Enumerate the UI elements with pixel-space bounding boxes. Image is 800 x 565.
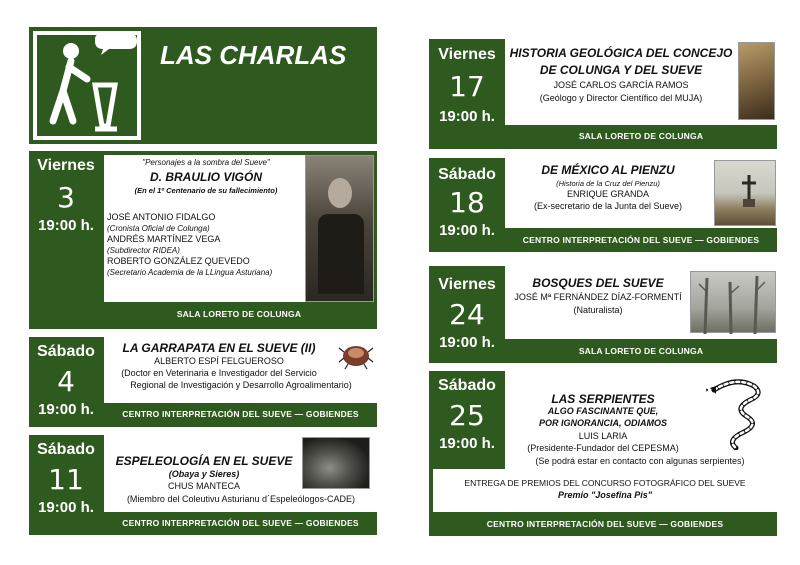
event-title: BOSQUES DEL SUEVE xyxy=(532,276,664,290)
event-venue: SALA LORETO DE COLUNGA xyxy=(578,131,704,141)
speaker-role: (Doctor en Veterinaria e Investigador del Servicio xyxy=(121,368,317,378)
speaker-name: ANDRÉS MARTÍNEZ VEGA xyxy=(107,234,221,244)
event-subtitle: ALGO FASCINANTE QUE, xyxy=(547,406,659,416)
speaker-name: JOSÉ Mª FERNÁNDEZ DÍAZ-FORMENTÍ xyxy=(514,292,682,302)
event-venue: SALA LORETO DE COLUNGA xyxy=(176,309,302,319)
event-day-number: 17 xyxy=(449,70,485,103)
event-time: 19:00 h. xyxy=(439,222,495,239)
speaker-name: JOSÉ ANTONIO FIDALGO xyxy=(107,212,216,222)
event-date xyxy=(30,441,102,516)
event-day-number: 25 xyxy=(449,399,485,432)
event-title: D. BRAULIO VIGÓN xyxy=(149,170,262,184)
event-day-number: 24 xyxy=(449,298,485,331)
event-date xyxy=(30,343,102,418)
event-day: Sábado xyxy=(37,441,95,458)
event-title: ESPELEOLOGÍA EN EL SUEVE xyxy=(115,454,293,468)
event-day-number: 18 xyxy=(449,186,485,219)
event-day: Sábado xyxy=(438,377,496,394)
event-title: LAS SERPIENTES xyxy=(551,392,655,406)
portrait-photo xyxy=(305,155,374,302)
rock-photo xyxy=(738,42,775,120)
page-title: LAS CHARLAS xyxy=(160,40,347,70)
event-date xyxy=(30,157,102,234)
event-time: 19:00 h. xyxy=(38,217,94,234)
event-venue: CENTRO INTERPRETACIÓN DEL SUEVE — GOBIENDES xyxy=(522,235,760,245)
event-time: 19:00 h. xyxy=(439,108,495,125)
speaker-role: (Subdirector RIDEA) xyxy=(107,246,180,255)
award-announcement: ENTREGA DE PREMIOS DEL CONCURSO FOTOGRÁFICO DEL SUEVE xyxy=(464,478,746,488)
speaker-icon xyxy=(33,31,141,140)
event-date xyxy=(430,276,504,351)
event-day: Sábado xyxy=(438,166,496,183)
event-day: Viernes xyxy=(438,276,496,293)
cross-photo xyxy=(714,160,776,226)
speaker-role: (Naturalista) xyxy=(573,305,623,315)
event-title: DE COLUNGA Y DEL SUEVE xyxy=(539,63,703,77)
event-time: 19:00 h. xyxy=(439,334,495,351)
event-time: 19:00 h. xyxy=(38,499,94,516)
speaker-logo-box xyxy=(33,31,141,140)
tick-photo xyxy=(338,340,374,370)
speaker-list xyxy=(107,212,307,278)
award-name: Premio "Josefina Pis" xyxy=(557,490,653,500)
event-title: HISTORIA GEOLÓGICA DEL CONCEJO xyxy=(509,46,733,60)
forest-photo xyxy=(690,271,776,333)
event-subtitle: POR IGNORANCIA, ODIAMOS xyxy=(538,418,667,428)
event-date xyxy=(430,166,504,239)
speaker-role: Regional de Investigación y Desarrollo Agroalimentario) xyxy=(130,380,352,390)
cave-photo xyxy=(302,437,370,489)
speaker-name: ENRIQUE GRANDA xyxy=(566,189,649,199)
event-note: (Obaya y Sieres) xyxy=(168,469,240,479)
event-title: LA GARRAPATA EN EL SUEVE (II) xyxy=(122,341,316,355)
speaker-name: CHUS MANTECA xyxy=(167,481,240,491)
speaker-name: JOSÉ CARLOS GARCÍA RAMOS xyxy=(553,80,689,90)
event-date xyxy=(430,46,504,125)
event-venue: SALA LORETO DE COLUNGA xyxy=(578,346,704,356)
speaker-role: (Cronista Oficial de Colunga) xyxy=(107,224,210,233)
event-note: (En el 1º Centenario de su fallecimiento) xyxy=(134,186,278,195)
event-time: 19:00 h. xyxy=(439,435,495,452)
event-note: (Se podrá estar en contacto con algunas serpientes) xyxy=(535,456,745,466)
event-day: Viernes xyxy=(438,46,496,63)
event-day-number: 3 xyxy=(57,181,75,214)
speaker-name: ALBERTO ESPÍ FELGUEROSO xyxy=(154,356,284,366)
event-title: DE MÉXICO AL PIENZU xyxy=(541,163,675,177)
speaker-role: (Secretario Academia de la LLingua Asturiana) xyxy=(107,268,273,277)
speaker-name: LUIS LARIA xyxy=(578,431,628,441)
event-date xyxy=(430,377,504,452)
speaker-name: ROBERTO GONZÁLEZ QUEVEDO xyxy=(107,256,250,266)
event-day-number: 11 xyxy=(48,463,84,496)
event-time: 19:00 h. xyxy=(38,401,94,418)
speaker-role: (Geólogo y Director Científico del MUJA) xyxy=(539,93,703,103)
event-venue: CENTRO INTERPRETACIÓN DEL SUEVE — GOBIENDES xyxy=(122,409,359,419)
event-note: (Historia de la Cruz del Pienzu) xyxy=(556,179,660,188)
event-day-number: 4 xyxy=(57,365,75,398)
speaker-role: (Presidente-Fundador del CEPESMA) xyxy=(527,443,679,453)
event-venue: CENTRO INTERPRETACIÓN DEL SUEVE — GOBIENDES xyxy=(486,519,724,529)
speaker-role: (Miembro del Coleutivu Asturianu d´Espeleólogos-CADE) xyxy=(126,494,356,504)
event-day: Sábado xyxy=(37,343,95,360)
speaker-role: (Ex-secretario de la Junta del Sueve) xyxy=(533,201,683,211)
event-venue: CENTRO INTERPRETACIÓN DEL SUEVE — GOBIENDES xyxy=(122,518,359,528)
snake-drawing xyxy=(706,378,768,450)
event-subtitle: "Personajes a la sombra del Sueve" xyxy=(142,158,270,167)
event-day: Viernes xyxy=(37,157,95,174)
